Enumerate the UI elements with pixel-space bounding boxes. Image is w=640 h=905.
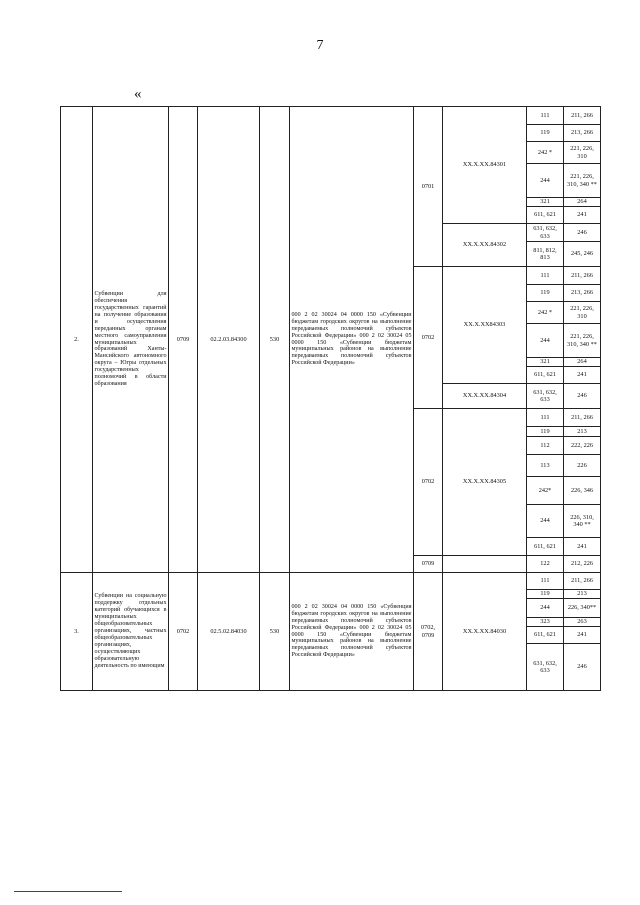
kosgu-code: 211, 266 [564, 267, 601, 285]
group-target-article: ХХ.Х.ХХ.84030 [443, 573, 527, 691]
expense-type-code: 111 [527, 409, 564, 427]
expense-type-code: 244 [527, 164, 564, 198]
expense-type-code: 111 [527, 107, 564, 125]
expense-type-code: 119 [527, 125, 564, 142]
expense-type-code: 119 [527, 285, 564, 302]
subsidy-name: Субвенции на социальную поддержку отдельных категорий обучающихся в муниципальных общеобразовательных организациях, частных общеобразовательных организациях, осуществляющих образовательную деятельность по имеющим [93, 573, 169, 691]
expense-type-code: 631, 632, 633 [527, 644, 564, 691]
group-section-code: 0702, 0709 [414, 573, 443, 691]
group-target-article: ХХ.Х.ХХ.84301 [443, 107, 527, 224]
kosgu-code: 211, 266 [564, 107, 601, 125]
expense-type-code: 244 [527, 324, 564, 358]
expense-type-code: 631, 632, 633 [527, 384, 564, 409]
expense-type-code: 611, 621 [527, 367, 564, 384]
kosgu-code: 264 [564, 358, 601, 367]
expense-type: 530 [260, 107, 290, 573]
group-target-article: ХХ.Х.ХХ84303 [443, 267, 527, 384]
group-target-article: ХХ.Х.ХХ.84302 [443, 224, 527, 267]
expense-type-code: 242 * [527, 302, 564, 324]
footnote-divider [14, 891, 122, 892]
expense-type: 530 [260, 573, 290, 691]
kosgu-code: 222, 226 [564, 437, 601, 455]
row-number: 3. [61, 573, 93, 691]
kosgu-code: 241 [564, 207, 601, 224]
group-target-article: ХХ.Х.ХХ.84304 [443, 384, 527, 409]
kosgu-code: 213 [564, 427, 601, 437]
target-article: 02.2.03.84300 [198, 107, 260, 573]
expense-type-code: 244 [527, 599, 564, 618]
kosgu-code: 241 [564, 538, 601, 556]
expense-type-code: 631, 632, 633 [527, 224, 564, 242]
expense-type-code: 321 [527, 358, 564, 367]
table-row [61, 107, 601, 125]
kosgu-code: 245, 246 [564, 242, 601, 267]
budget-classification-code: 000 2 02 30024 04 0000 150 «Субвенции бюджетам городских округов на выполнение передаваемых полномочий субъектов Российской Федерации» 000 2 02 30024 05 0000 150 «Субвенции бюджетам муниципальных районов на выполнение передаваемых полномочий субъектов Российской Федерации» [290, 107, 414, 573]
kosgu-code: 263 [564, 618, 601, 627]
expense-type-code: 611, 621 [527, 627, 564, 644]
row-number: 2. [61, 107, 93, 573]
kosgu-code: 246 [564, 224, 601, 242]
expense-type-code: 112 [527, 437, 564, 455]
expense-type-code: 244 [527, 505, 564, 538]
kosgu-code: 264 [564, 198, 601, 207]
kosgu-code: 221, 226, 310 [564, 142, 601, 164]
group-section-code: 0709 [414, 556, 443, 573]
kosgu-code: 212, 226 [564, 556, 601, 573]
group-section-code: 0702 [414, 267, 443, 409]
table-row [61, 573, 601, 590]
kosgu-code: 213 [564, 590, 601, 599]
expense-type-code: 811, 812, 813 [527, 242, 564, 267]
kosgu-code: 226, 340** [564, 599, 601, 618]
kosgu-code: 221, 226, 310, 340 ** [564, 164, 601, 198]
opening-quote-mark: « [134, 86, 142, 102]
expense-type-code: 323 [527, 618, 564, 627]
expense-type-code: 242* [527, 477, 564, 505]
kosgu-code: 213, 266 [564, 285, 601, 302]
kosgu-code: 241 [564, 627, 601, 644]
expense-type-code: 113 [527, 455, 564, 477]
expense-type-code: 119 [527, 590, 564, 599]
kosgu-code: 221, 226, 310 [564, 302, 601, 324]
target-article: 02.5.02.84030 [198, 573, 260, 691]
budget-classification-code: 000 2 02 30024 04 0000 150 «Субвенция бюджетам городских округов на выполнение передаваемых полномочий субъектов Российской Федерации» 000 2 02 30024 05 0000 150 «Субвенции бюджетам муниципальных районов на выполнение передаваемых полномочий субъектов Российской Федерации» [290, 573, 414, 691]
kosgu-code: 211, 266 [564, 409, 601, 427]
section-code: 0709 [169, 107, 198, 573]
kosgu-code: 226 [564, 455, 601, 477]
group-section-code: 0701 [414, 107, 443, 267]
expense-type-code: 611, 621 [527, 538, 564, 556]
expense-type-code: 119 [527, 427, 564, 437]
kosgu-code: 241 [564, 367, 601, 384]
expense-type-code: 122 [527, 556, 564, 573]
kosgu-code: 246 [564, 644, 601, 691]
expense-type-code: 242 * [527, 142, 564, 164]
kosgu-code: 221, 226, 310, 340 ** [564, 324, 601, 358]
subsidies-table [60, 106, 601, 691]
group-target-article [443, 556, 527, 573]
kosgu-code: 226, 346 [564, 477, 601, 505]
expense-type-code: 111 [527, 573, 564, 590]
section-code: 0702 [169, 573, 198, 691]
expense-type-code: 611, 621 [527, 207, 564, 224]
subsidy-name: Субвенции для обеспечения государственных гарантий на получение образования и осуществления переданных органам местного самоуправления муниципальных образований Ханты-Мансийского автономного округа – Югры отдельных государственных полномочий в области образования [93, 107, 169, 573]
page-number: 7 [316, 38, 324, 53]
kosgu-code: 213, 266 [564, 125, 601, 142]
kosgu-code: 226, 310, 340 ** [564, 505, 601, 538]
table-body [61, 107, 601, 691]
expense-type-code: 321 [527, 198, 564, 207]
kosgu-code: 211, 266 [564, 573, 601, 590]
group-section-code: 0702 [414, 409, 443, 556]
expense-type-code: 111 [527, 267, 564, 285]
kosgu-code: 246 [564, 384, 601, 409]
group-target-article: ХХ.Х.ХХ.84305 [443, 409, 527, 556]
